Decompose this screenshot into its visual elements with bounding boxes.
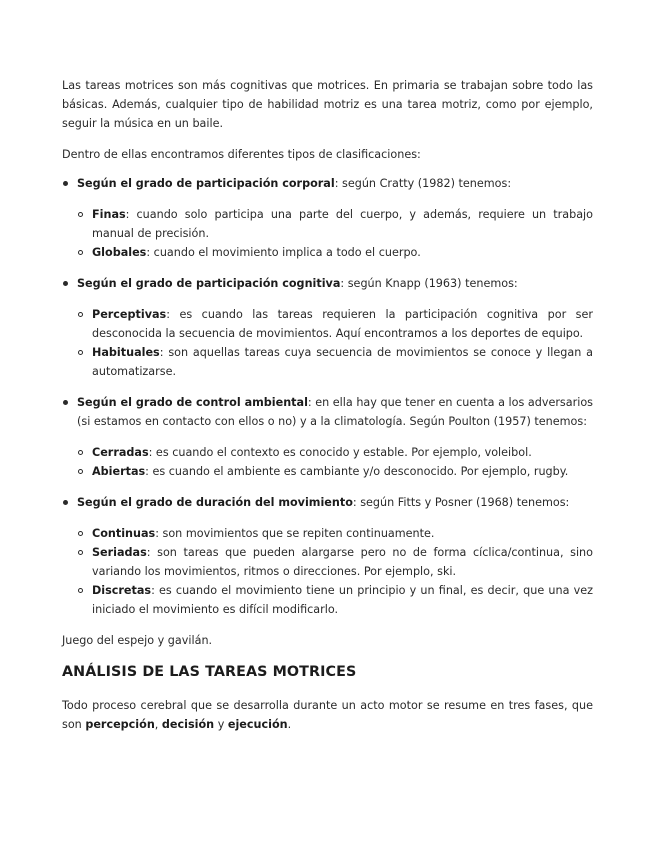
sub-item-desc: : es cuando el contexto es conocido y estable. Por ejemplo, voleibol. bbox=[148, 446, 532, 459]
classification-desc: : en ella hay que tener en cuenta a los adversarios (si estamos en contacto con ellos o no) y a la climatología. Según Poulton (1957) tenemos: bbox=[77, 396, 593, 428]
sub-item-desc: : son movimientos que se repiten continuamente. bbox=[155, 527, 435, 540]
sub-list bbox=[77, 205, 593, 262]
section-heading: ANÁLISIS DE LAS TAREAS MOTRICES bbox=[62, 664, 357, 680]
phase-decision: decisión bbox=[161, 718, 215, 731]
sub-item-cerradas bbox=[77, 443, 593, 462]
sub-item-desc: : son aquellas tareas cuya secuencia de movimientos se conoce y llegan a automatizarse. bbox=[92, 346, 593, 378]
classification-list bbox=[62, 174, 593, 619]
final-text: Todo proceso cerebral que se desarrolla durante un acto motor se resume en tres fases, que son bbox=[62, 699, 593, 731]
sub-item-term: Habituales bbox=[92, 346, 160, 359]
sub-list bbox=[77, 443, 593, 481]
sub-list bbox=[77, 524, 593, 619]
sub-item-desc: : cuando solo participa una parte del cuerpo, y además, requiere un trabajo manual de precisión. bbox=[92, 208, 593, 240]
phase-ejecucion: ejecución bbox=[227, 718, 288, 731]
sub-item-seriadas bbox=[77, 543, 593, 581]
sub-list bbox=[77, 305, 593, 381]
classification-item-corporal bbox=[62, 174, 593, 262]
sub-item-term: Abiertas bbox=[92, 465, 146, 478]
classification-term: Según el grado de duración del movimiento bbox=[77, 496, 353, 509]
phase-percepcion: percepción bbox=[85, 718, 155, 731]
sub-item-desc: : es cuando el movimiento tiene un principio y un final, es decir, que una vez iniciado el movimiento es difícil modificarlo. bbox=[92, 584, 593, 616]
classification-desc: : según Fitts y Posner (1968) tenemos: bbox=[352, 496, 570, 509]
final-end: . bbox=[287, 718, 292, 731]
final-paragraph bbox=[62, 696, 593, 734]
classification-term: Según el grado de participación cognitiva bbox=[77, 277, 341, 290]
game-paragraph: Juego del espejo y gavilán. bbox=[62, 634, 213, 647]
intro-paragraph: Las tareas motrices son más cognitivas que motrices. En primaria se trabajan sobre todo las básicas. Además, cualquier tipo de habilidad motriz es una tarea motriz, como por ejemplo, seguir la música en un baile. bbox=[62, 79, 593, 130]
final-sep: y bbox=[214, 718, 228, 731]
classification-item-ambiental bbox=[62, 393, 593, 481]
sub-item-habituales bbox=[77, 343, 593, 381]
classification-item-cognitiva bbox=[62, 274, 593, 381]
sub-item-desc: : es cuando el ambiente es cambiante y/o desconocido. Por ejemplo, rugby. bbox=[145, 465, 569, 478]
classification-term: Según el grado de participación corporal bbox=[77, 177, 335, 190]
document-body bbox=[62, 76, 593, 734]
sub-item-term: Seriadas bbox=[92, 546, 147, 559]
sub-item-desc: : es cuando las tareas requieren la participación cognitiva por ser desconocida la secuencia de movimientos. Aquí encontramos a los deportes de equipo. bbox=[92, 308, 593, 340]
classification-intro-paragraph: Dentro de ellas encontramos diferentes tipos de clasificaciones: bbox=[62, 148, 421, 161]
final-sep: , bbox=[154, 718, 162, 731]
sub-item-continuas bbox=[77, 524, 593, 543]
classification-desc: : según Cratty (1982) tenemos: bbox=[334, 177, 512, 190]
sub-item-term: Perceptivas bbox=[92, 308, 167, 321]
sub-item-desc: : son tareas que pueden alargarse pero no de forma cíclica/continua, sino variando los movimientos, ritmos o direcciones. Por ejemplo, ski. bbox=[92, 546, 593, 578]
sub-item-perceptivas bbox=[77, 305, 593, 343]
classification-item-duracion bbox=[62, 493, 593, 619]
sub-item-term: Globales bbox=[92, 246, 147, 259]
sub-item-abiertas bbox=[77, 462, 593, 481]
sub-item-term: Cerradas bbox=[92, 446, 149, 459]
sub-item-term: Finas bbox=[92, 208, 126, 221]
sub-item-finas bbox=[77, 205, 593, 243]
sub-item-discretas bbox=[77, 581, 593, 619]
sub-item-term: Continuas bbox=[92, 527, 156, 540]
classification-desc: : según Knapp (1963) tenemos: bbox=[340, 277, 518, 290]
sub-item-desc: : cuando el movimiento implica a todo el cuerpo. bbox=[146, 246, 421, 259]
sub-item-term: Discretas bbox=[92, 584, 152, 597]
classification-term: Según el grado de control ambiental bbox=[77, 396, 308, 409]
sub-item-globales bbox=[77, 243, 593, 262]
